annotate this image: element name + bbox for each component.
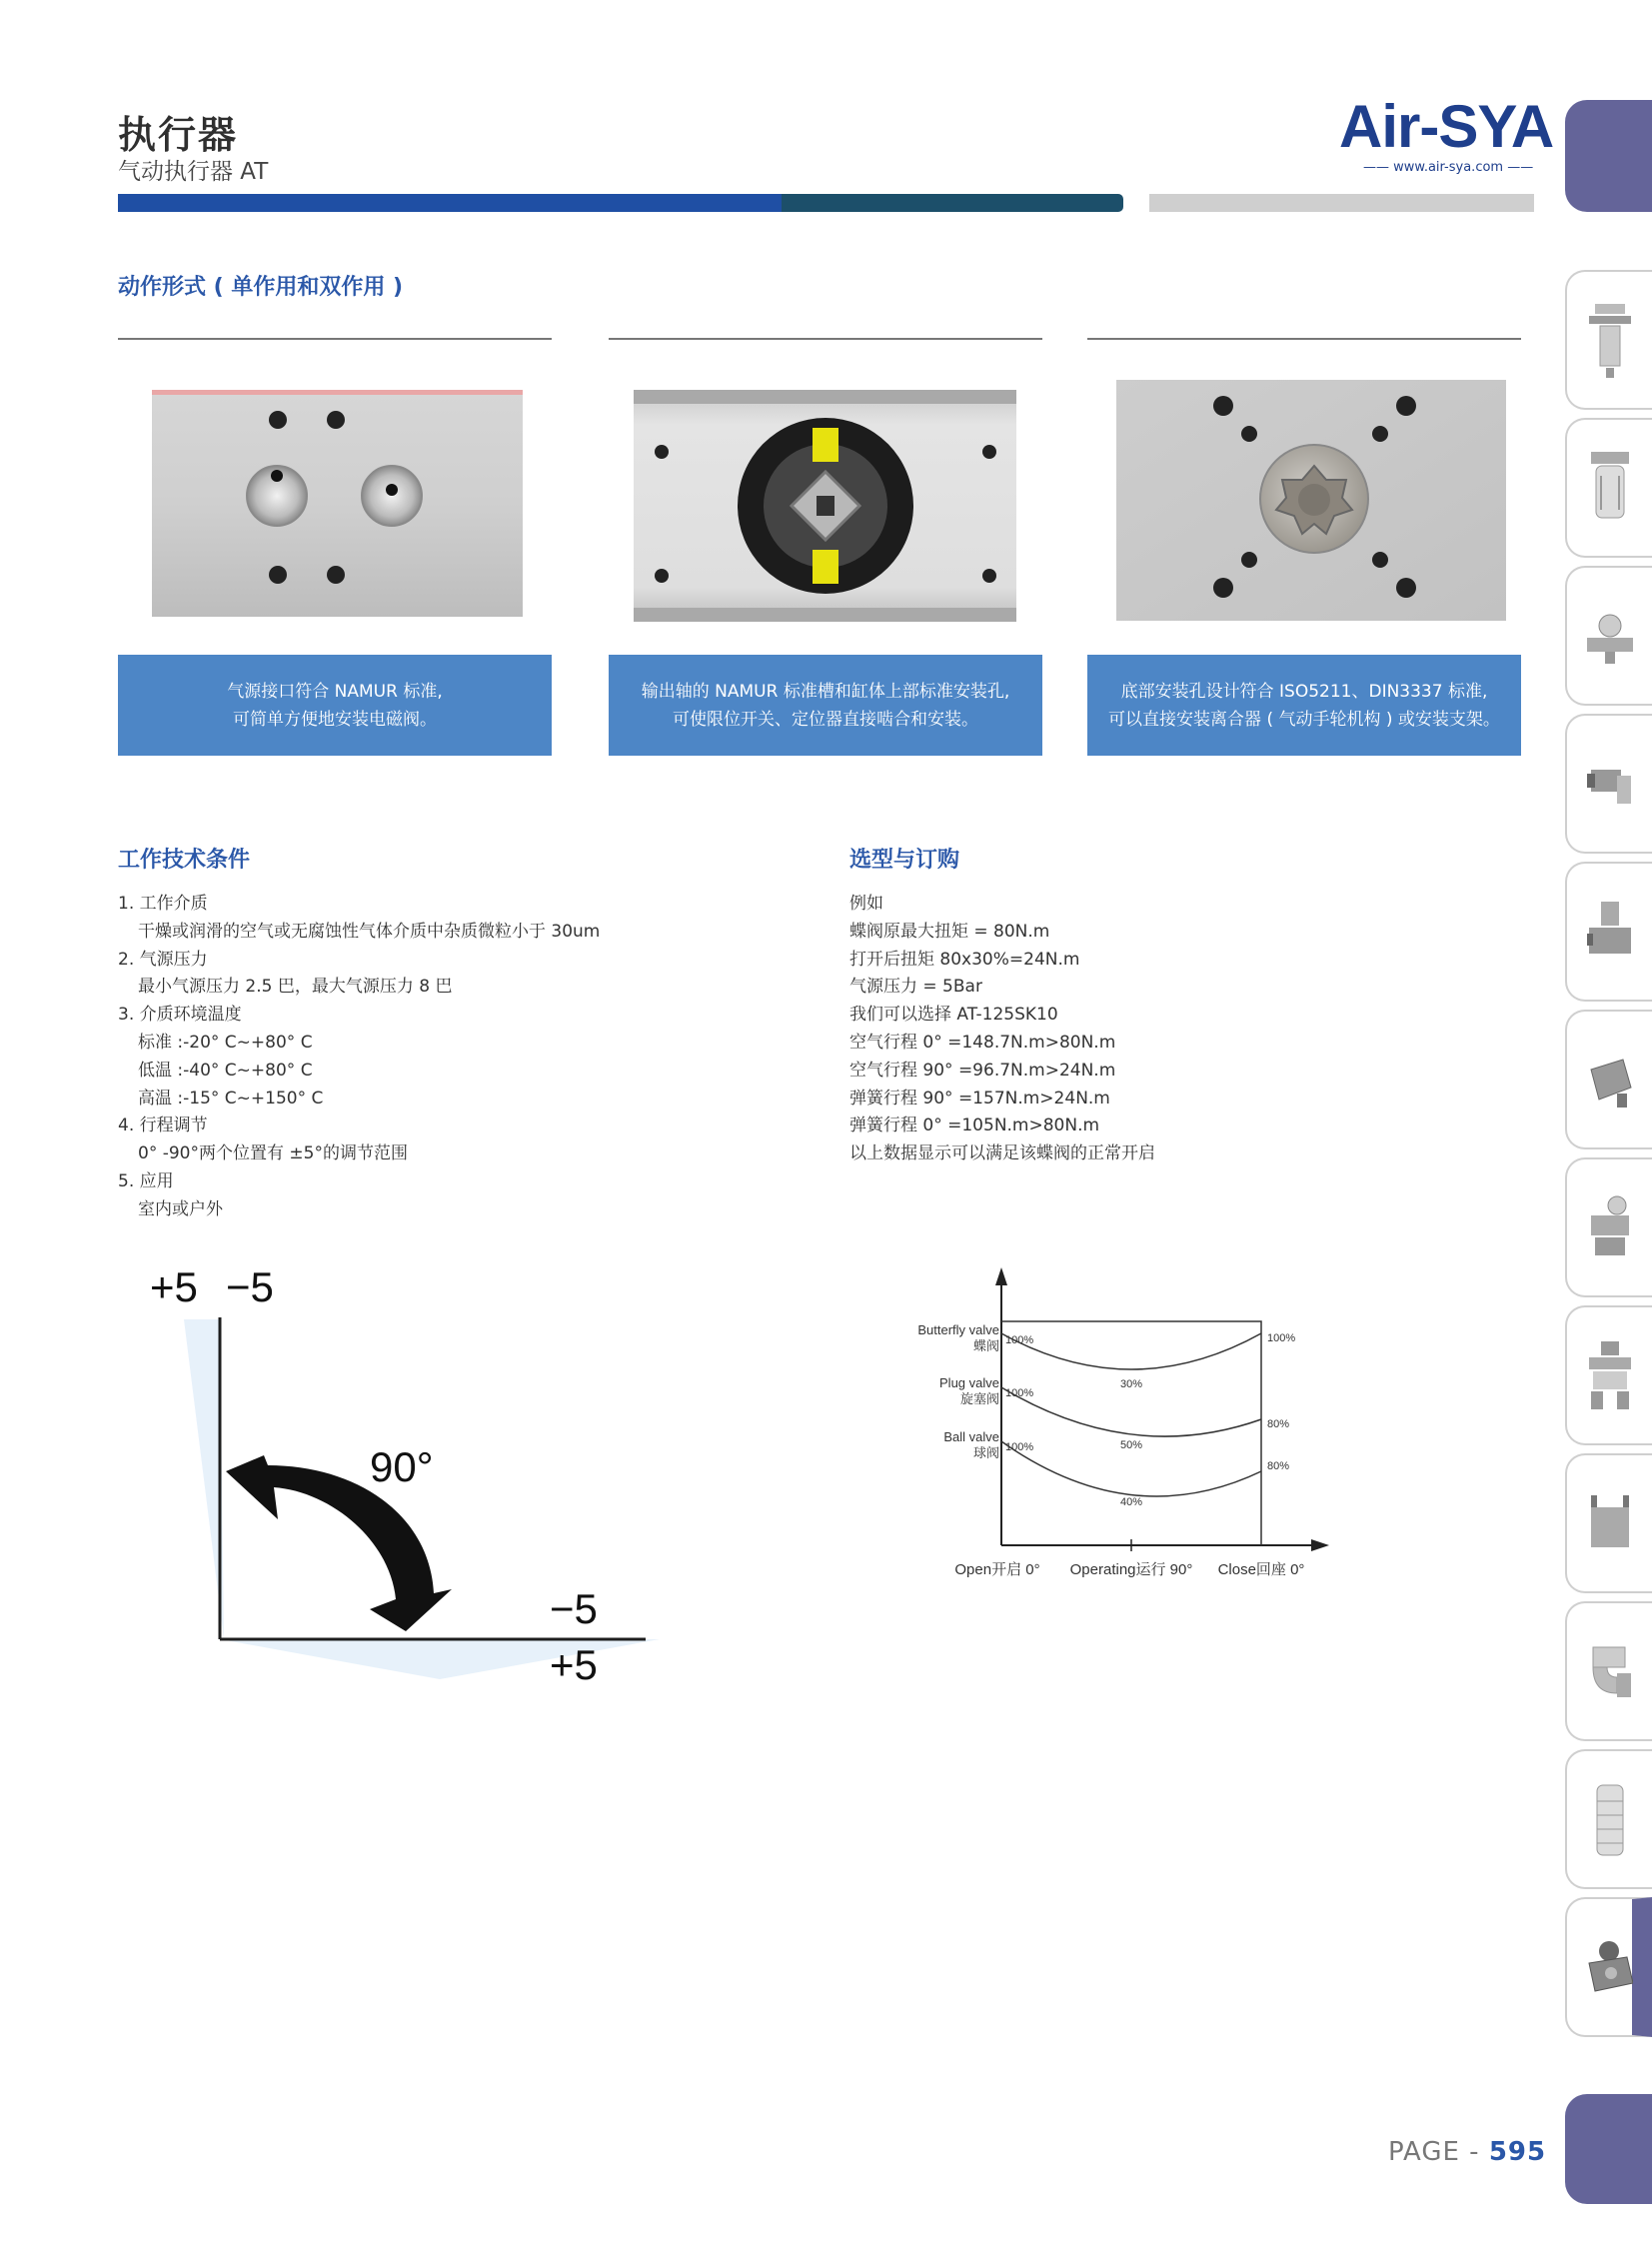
rotation-angle: 90° [370, 1443, 434, 1490]
page-prefix: PAGE - [1388, 2137, 1489, 2167]
frl-unit-icon [1587, 1337, 1633, 1415]
lubricator-icon [1587, 450, 1633, 528]
conditions-line: 2. 气源压力 [118, 949, 208, 970]
series-plug-mid: 50% [1119, 1439, 1143, 1451]
solenoid-valve-icon [1587, 894, 1633, 972]
selection-line: 空气行程 0° =148.7N.m>80N.m [849, 1032, 1116, 1053]
series-plug-name: Plug valve [939, 1375, 999, 1390]
header-bar-gray [1149, 194, 1534, 212]
brand-url[interactable]: —— www.air-sya.com —— [1363, 160, 1534, 175]
conditions-line: 1. 工作介质 [118, 894, 208, 914]
conditions-line: 干燥或润滑的空气或无腐蚀性气体介质中杂质微粒小于 30um [138, 921, 601, 942]
page-number [1388, 2137, 1546, 2167]
info-card-output-shaft-line1: 输出轴的 NAMUR 标准槽和缸体上部标准安装孔, [641, 681, 1010, 702]
side-tab-gauge[interactable] [1565, 566, 1652, 706]
series-butterfly-name-cn: 蝶阀 [972, 1338, 999, 1353]
output-shaft-photo [634, 390, 1016, 622]
selection-list [849, 891, 1349, 1168]
info-card-mounting-base [1087, 655, 1521, 756]
series-ball-name-cn: 球阀 [972, 1445, 999, 1460]
side-tab-regulator[interactable] [1565, 1157, 1652, 1297]
chart-frame [1001, 1321, 1261, 1545]
cylinder-icon [1587, 1042, 1633, 1120]
info-card-output-shaft-line2: 可使限位开关、定位器直接啮合和安装。 [673, 709, 978, 730]
series-butterfly-name: Butterfly valve [917, 1322, 999, 1337]
series-ball-mid: 40% [1119, 1496, 1143, 1508]
header-bar-teal [782, 194, 1123, 212]
x-label-open: Open开启 0° [954, 1561, 1040, 1578]
torque-chart [889, 1261, 1369, 1591]
series-plug-name-cn: 旋塞阀 [959, 1391, 999, 1406]
x-label-close: Close回座 0° [1217, 1561, 1305, 1578]
side-tab-lubricator[interactable] [1565, 418, 1652, 558]
series-plug-start: 100% [1005, 1387, 1034, 1399]
conditions-line: 最小气源压力 2.5 巴，最大气源压力 8 巴 [138, 977, 453, 998]
page-subtitle: 气动执行器 AT [118, 159, 269, 185]
divider-2 [609, 338, 1042, 340]
side-tab-frl-unit[interactable] [1565, 1305, 1652, 1445]
series-ball-start: 100% [1005, 1441, 1034, 1453]
elbow-fitting-icon [1587, 1633, 1633, 1711]
selection-title: 选型与订购 [849, 848, 960, 873]
action-section-title: 动作形式 ( 单作用和双作用 ) [118, 275, 404, 300]
series-butterfly-curve [1001, 1333, 1261, 1369]
series-butterfly-end: 100% [1267, 1332, 1296, 1344]
rotation-right-minus: −5 [550, 1585, 598, 1632]
selection-line: 弹簧行程 0° =105N.m>80N.m [849, 1116, 1100, 1136]
rotation-top-minus: −5 [226, 1263, 274, 1310]
selection-line: 打开后扭矩 80x30%=24N.m [849, 949, 1080, 970]
selection-line: 蝶阀原最大扭矩 = 80N.m [849, 921, 1050, 942]
series-ball-end: 80% [1267, 1460, 1290, 1472]
info-card-air-port-line1: 气源接口符合 NAMUR 标准, [227, 681, 443, 702]
pressure-gauge-icon [1587, 598, 1633, 676]
rotation-right-plus: +5 [550, 1641, 598, 1688]
rotation-diagram [140, 1259, 660, 1689]
x-label-operating: Operating运行 90° [1069, 1561, 1193, 1578]
divider-1 [118, 338, 552, 340]
conditions-line: 标准 :-20° C~+80° C [138, 1032, 313, 1053]
side-tab-filter[interactable] [1565, 270, 1652, 410]
side-tab-actuator[interactable] [1565, 1897, 1652, 2037]
series-ball-name: Ball valve [943, 1429, 999, 1444]
selection-line: 弹簧行程 90° =157N.m>24N.m [849, 1088, 1110, 1109]
side-tab-manifold[interactable] [1565, 1453, 1652, 1593]
conditions-line: 5. 应用 [118, 1170, 174, 1191]
selection-line: 气源压力 = 5Bar [849, 977, 982, 998]
header-bar-blue [118, 194, 782, 212]
info-card-output-shaft [609, 655, 1042, 756]
filter-icon [1587, 302, 1633, 380]
series-butterfly-start: 100% [1005, 1334, 1034, 1346]
page-title: 执行器 [118, 113, 239, 157]
side-tab-header[interactable] [1565, 100, 1652, 212]
mounting-base-photo [1116, 380, 1506, 621]
conditions-line: 高温 :-15° C~+150° C [138, 1088, 324, 1109]
side-tab-cylinder[interactable] [1565, 1010, 1652, 1149]
conditions-line: 4. 行程调节 [118, 1116, 208, 1136]
manifold-icon [1587, 1485, 1633, 1563]
actuator-icon [1587, 1929, 1633, 2007]
conditions-list [118, 891, 718, 1224]
silencer-icon [1587, 1781, 1633, 1859]
fitting-icon [1587, 746, 1633, 824]
side-tab-valve[interactable] [1565, 862, 1652, 1002]
selection-line: 例如 [849, 894, 883, 914]
regulator-icon [1587, 1189, 1633, 1267]
selection-line: 以上数据显示可以满足该蝶阀的正常开启 [849, 1143, 1155, 1164]
conditions-line: 0° -90°两个位置有 ±5°的调节范围 [138, 1143, 408, 1164]
info-card-mounting-base-line1: 底部安装孔设计符合 ISO5211、DIN3337 标准, [1120, 681, 1488, 702]
conditions-line: 室内或户外 [138, 1198, 223, 1219]
side-tab-footer[interactable] [1565, 2094, 1652, 2204]
divider-3 [1087, 338, 1521, 340]
conditions-title: 工作技术条件 [118, 848, 251, 873]
series-plug-end: 80% [1267, 1418, 1290, 1430]
series-butterfly-mid: 30% [1119, 1378, 1143, 1390]
side-tab-silencer[interactable] [1565, 1749, 1652, 1889]
air-port-photo [152, 390, 523, 617]
side-tab-fitting[interactable] [1565, 714, 1652, 854]
brand-logo[interactable]: Air-SYA [1339, 93, 1554, 160]
info-card-air-port [118, 655, 552, 756]
page-number-value: 595 [1488, 2137, 1547, 2167]
info-card-mounting-base-line2: 可以直接安装离合器 ( 气动手轮机构 ) 或安装支架。 [1108, 709, 1500, 730]
conditions-line: 低温 :-40° C~+80° C [138, 1060, 313, 1081]
selection-line: 空气行程 90° =96.7N.m>24N.m [849, 1060, 1116, 1081]
info-card-air-port-line2: 可简单方便地安装电磁阀。 [233, 709, 437, 730]
selection-line: 我们可以选择 AT-125SK10 [849, 1005, 1058, 1026]
conditions-line: 3. 介质环境温度 [118, 1005, 242, 1026]
series-plug-curve [1001, 1387, 1261, 1436]
rotation-top-plus: +5 [150, 1263, 198, 1310]
side-tab-elbow[interactable] [1565, 1601, 1652, 1741]
